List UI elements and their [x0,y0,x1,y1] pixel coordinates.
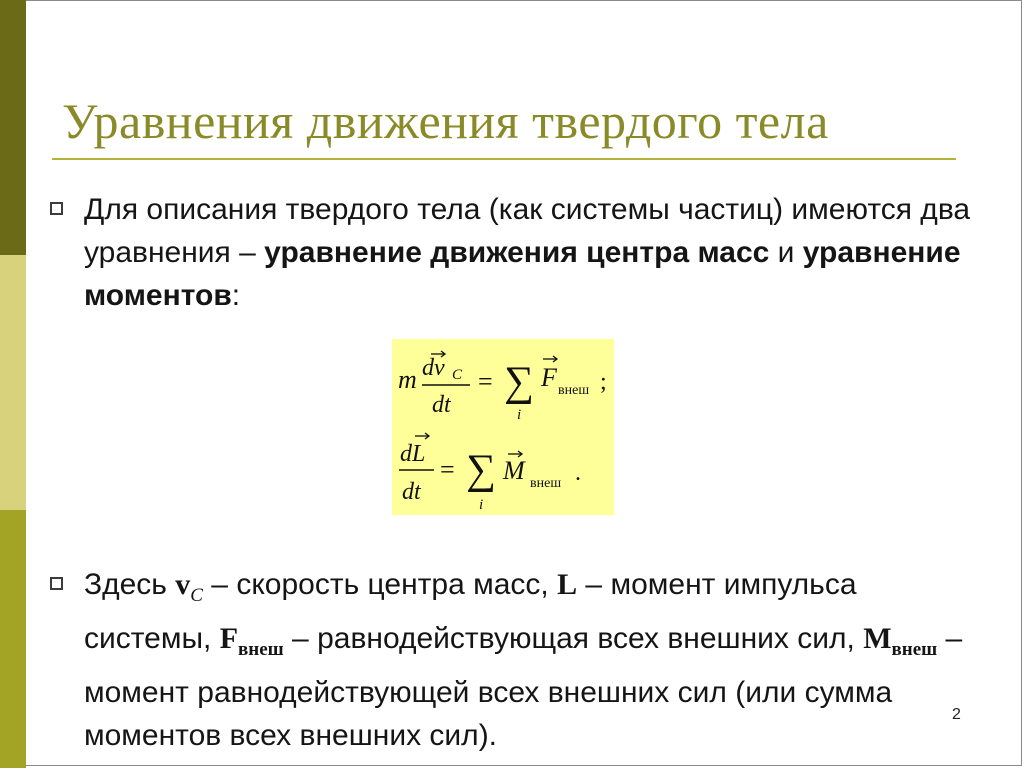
formula-2-moment-sub: внеш [530,476,562,491]
symbol-v: v [175,568,191,601]
formula-2-end: . [575,460,581,486]
bullet-2-t4: – равнодействующая всех внешних сил, [283,622,864,655]
formula-box [392,339,614,515]
formula-2-sum-icon: ∑ [466,447,496,493]
symbol-L: L [557,568,578,601]
bullet-2-t5: – момент равнодействующей всех внешних сил (или сумма моментов всех внешних сил). [84,622,963,752]
bullet-1-text-b: и [769,236,803,269]
bullet-1-text [84,188,984,317]
bullet-1-bold-a: уравнение движения центра масс [264,236,770,269]
side-strip-bottom [0,510,26,768]
symbol-M-sub: внеш [891,639,938,660]
formula-1-index: i [517,407,522,423]
side-strip-middle [0,255,26,510]
symbol-F-sub: внеш [238,639,284,660]
side-strip-top [0,0,26,255]
formula-svg [392,339,614,515]
bullet-square-icon [50,202,63,215]
title-underline [52,158,956,160]
formula-1-end: ; [600,369,607,395]
symbol-F: F [219,622,239,655]
symbol-M: M [863,622,892,655]
formula-1-denominator: dt [432,392,451,418]
formula-2-index: i [479,497,484,513]
formula-2-moment: M [503,456,525,485]
bullet-2-t1: Здесь [84,568,176,601]
formula-2-numerator: dL [400,441,426,467]
formula-1-force-sub: внеш [558,383,590,398]
formula-1-numerator: dv [422,355,445,381]
formula-1-force: F [541,363,557,392]
bullet-2-t2: – скорость центра масс, [202,568,558,601]
formula-1-equals: = [478,367,493,396]
bullet-1-bold-b: уравнение моментов [84,236,961,312]
formula-1-numerator-sub: C [452,367,463,383]
bullet-2-text [84,563,984,757]
formula-1-mass: m [398,365,417,394]
bullet-square-icon [50,577,63,590]
symbol-v-sub: C [190,585,203,606]
formula-1-sum-icon: ∑ [504,359,534,405]
bullet-2-t3: – момент импульса системы, [84,568,857,655]
slide-title: Уравнения движения твердого тела [62,93,829,149]
bullet-1-text-c: : [231,279,241,312]
formula-2-equals: = [440,455,455,484]
page-number: 2 [952,706,961,723]
formula-2-denominator: dt [402,479,421,505]
bullet-1-text-a: Для описания твердого тела (как системы частиц) имеются два уравнения – [84,193,971,269]
